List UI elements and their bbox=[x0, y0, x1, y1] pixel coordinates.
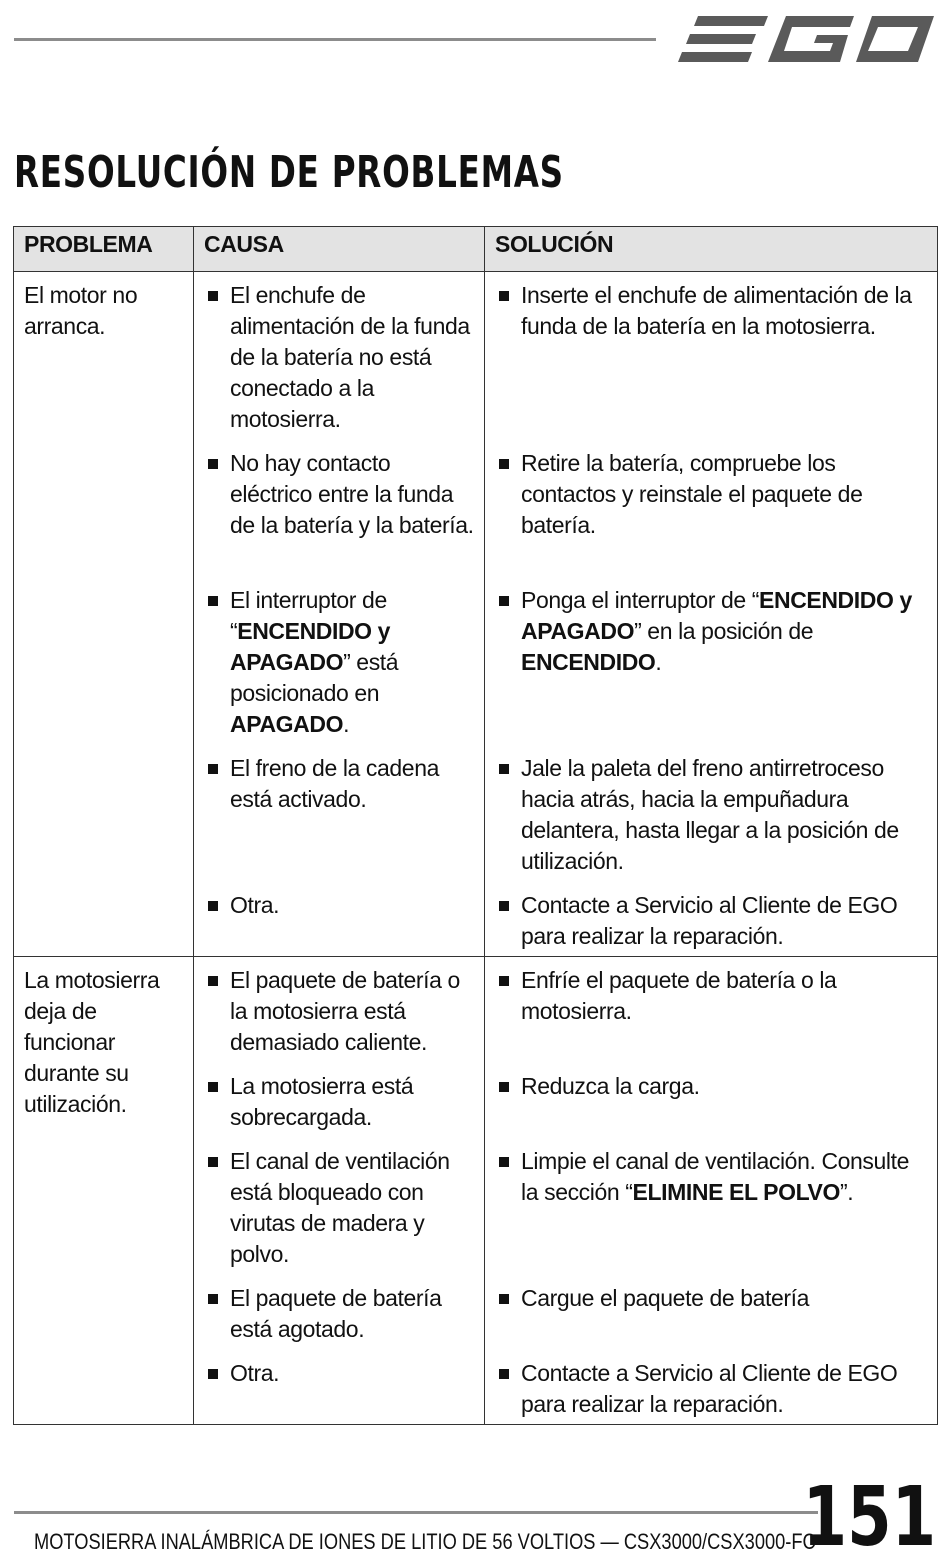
cause-item bbox=[204, 890, 474, 952]
cause-item bbox=[204, 1358, 474, 1420]
table-header-row bbox=[14, 227, 938, 272]
solution-list bbox=[495, 280, 927, 952]
cause-item bbox=[204, 753, 474, 890]
bold-text: APAGADO bbox=[230, 711, 344, 737]
text-run: Otra. bbox=[230, 892, 280, 918]
cause-item bbox=[204, 448, 474, 585]
solution-item bbox=[495, 1071, 927, 1146]
text-run: El enchufe de alimentación de la funda de la batería no está conectado a la motosierra. bbox=[230, 282, 470, 432]
column-header-cause: CAUSA bbox=[194, 227, 485, 272]
solution-item bbox=[495, 753, 927, 890]
solution-item bbox=[495, 585, 927, 753]
text-run: El paquete de batería está agotado. bbox=[230, 1285, 442, 1342]
text-run: El paquete de batería o la motosierra está demasiado caliente. bbox=[230, 967, 460, 1055]
text-run: Jale la paleta del freno antirretroceso hacia atrás, hacia la empuñadura delantera, hasta llegar a la posición de utilización. bbox=[521, 755, 899, 874]
logo-letter-o bbox=[856, 16, 934, 62]
cause-item bbox=[204, 965, 474, 1071]
ego-logo bbox=[678, 10, 936, 68]
problem-cell: La motosierra deja de funcionar durante su utilización. bbox=[14, 957, 194, 1425]
text-run: Enfríe el paquete de batería o la motosierra. bbox=[521, 967, 837, 1024]
cause-item bbox=[204, 280, 474, 448]
text-run: ” está posicionado en bbox=[230, 649, 399, 706]
solution-item bbox=[495, 1358, 927, 1420]
solution-list bbox=[495, 965, 927, 1420]
cause-item bbox=[204, 1283, 474, 1358]
header-rule bbox=[14, 38, 656, 41]
text-run: . bbox=[343, 711, 350, 737]
troubleshooting-table bbox=[13, 226, 938, 1425]
cause-item bbox=[204, 1071, 474, 1146]
solution-item bbox=[495, 890, 927, 952]
solution-cell bbox=[485, 272, 938, 957]
text-run: Inserte el enchufe de alimentación de la funda de la batería en la motosierra. bbox=[521, 282, 912, 339]
table-row bbox=[14, 272, 938, 957]
logo-letter-e bbox=[678, 16, 768, 62]
text-run: Contacte a Servicio al Cliente de EGO para realizar la reparación. bbox=[521, 892, 898, 949]
text-run: Otra. bbox=[230, 1360, 280, 1386]
text-run: ” en la posición de bbox=[634, 618, 814, 644]
column-header-problem: PROBLEMA bbox=[14, 227, 194, 272]
cause-cell bbox=[194, 272, 485, 957]
text-run: No hay contacto eléctrico entre la funda de la batería y la batería. bbox=[230, 450, 474, 538]
text-run: La motosierra está sobrecargada. bbox=[230, 1073, 414, 1130]
logo-letter-g bbox=[768, 16, 854, 62]
solution-item bbox=[495, 965, 927, 1071]
text-run: ”. bbox=[839, 1179, 854, 1205]
text-run: Cargue el paquete de batería bbox=[521, 1285, 810, 1311]
footer-rule bbox=[14, 1511, 818, 1514]
cause-list bbox=[204, 965, 474, 1420]
table-row bbox=[14, 957, 938, 1425]
cause-item bbox=[204, 585, 474, 753]
bold-text: ENCENDIDO y APAGADO bbox=[230, 618, 391, 675]
text-run: El freno de la cadena está activado. bbox=[230, 755, 439, 812]
text-run: . bbox=[655, 649, 662, 675]
bold-text: ENCENDIDO y APAGADO bbox=[521, 587, 912, 644]
footer-product-title: MOTOSIERRA INALÁMBRICA DE IONES DE LITIO DE 56 VOLTIOS — CSX3000/CSX3000-FC bbox=[34, 1529, 816, 1554]
page-number: 151 bbox=[802, 1470, 936, 1565]
text-run: El canal de ventilación está bloqueado con virutas de madera y polvo. bbox=[230, 1148, 450, 1267]
text-run: El interruptor de “ bbox=[230, 587, 387, 644]
solution-cell bbox=[485, 957, 938, 1425]
solution-item bbox=[495, 1146, 927, 1283]
cause-cell bbox=[194, 957, 485, 1425]
cause-list bbox=[204, 280, 474, 952]
text-run: Reduzca la carga. bbox=[521, 1073, 700, 1099]
solution-item bbox=[495, 1283, 927, 1358]
bold-text: ENCENDIDO bbox=[521, 649, 656, 675]
column-header-solution: SOLUCIÓN bbox=[485, 227, 938, 272]
text-run: Limpie el canal de ventilación. Consulte la sección “ bbox=[521, 1148, 910, 1205]
solution-item bbox=[495, 448, 927, 585]
solution-item bbox=[495, 280, 927, 448]
text-run: Contacte a Servicio al Cliente de EGO para realizar la reparación. bbox=[521, 1360, 898, 1417]
text-run: Ponga el interruptor de “ bbox=[521, 587, 760, 613]
text-run: Retire la batería, compruebe los contactos y reinstale el paquete de batería. bbox=[521, 450, 863, 538]
page-title: RESOLUCIÓN DE PROBLEMAS bbox=[14, 147, 564, 198]
problem-cell: El motor no arranca. bbox=[14, 272, 194, 957]
bold-text: ELIMINE EL POLVO bbox=[632, 1179, 840, 1205]
cause-item bbox=[204, 1146, 474, 1283]
